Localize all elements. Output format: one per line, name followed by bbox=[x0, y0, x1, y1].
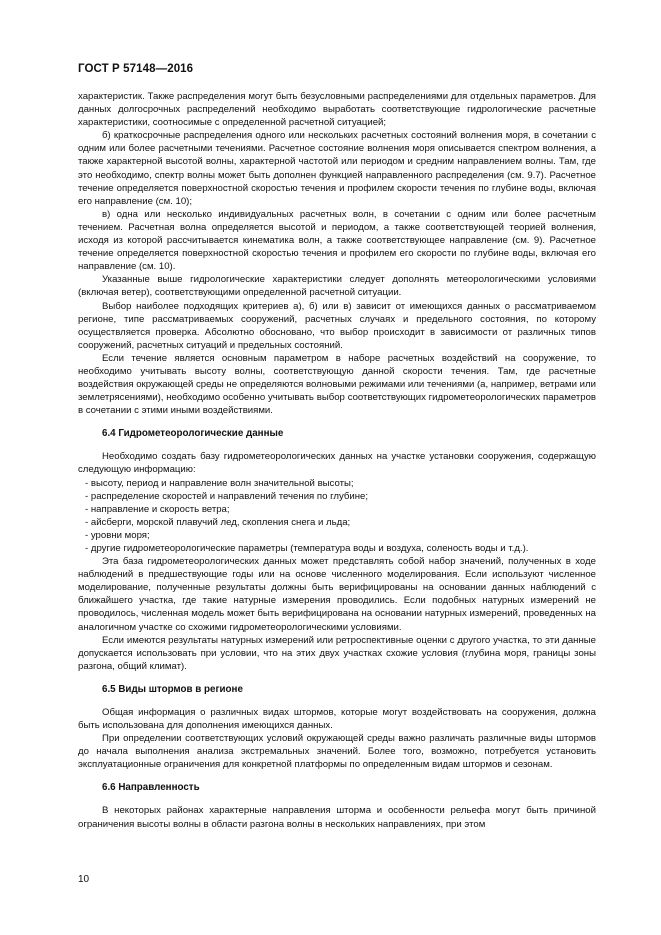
bullet-item: - распределение скоростей и направлений течения по глубине; bbox=[85, 490, 369, 502]
document-header: ГОСТ Р 57148—2016 bbox=[78, 63, 194, 75]
bullet-item: - уровни моря; bbox=[85, 529, 150, 541]
bullet-item: - айсберги, морской плавучий лед, скопления снега и льда; bbox=[85, 516, 351, 528]
section-heading-6-4: 6.4 Гидрометеорологические данные bbox=[102, 428, 284, 440]
paragraph: характеристик. Также распределения могут быть безусловными распределениями для отдельных параметров. Для данных долгосрочных распределений необходимо выработать соответствующие гидрологические расчетные характеристики, соотносимые с определенной расчетной ситуацией; bbox=[78, 91, 596, 129]
section-heading-6-6: 6.6 Направленность bbox=[102, 782, 200, 794]
paragraph: При определении соответствующих условий окружающей среды важно различать различные виды штормов до начала выполнения анализа экстремальных значений. Более того, возможно, потребуется установить эксплуатационные ограничения для конкретной платформы по определенным видам штормов и сезонам. bbox=[78, 733, 596, 771]
paragraph: Если течение является основным параметром в наборе расчетных воздействий на сооружение, то необходимо учитывать высоту волны, соответствующую данной скорости течения. Там, где расчетные воздействия окружающей среды не определяются волновыми режимами или течениями (а, например, ветрами или землетрясениями), необходимо особенно учитывать выбор соответствующих гидрометеорологических параметров в сочетании с этими иными воздействиями. bbox=[78, 352, 596, 417]
paragraph: Если имеются результаты натурных измерений или ретроспективные оценки с другого участка, то эти данные допускается использовать при условии, что на этих двух участках схожие условия (глубина моря, границы зоны разгона, общий климат). bbox=[78, 634, 596, 672]
list-item-b: б) краткосрочные распределения одного или нескольких расчетных состояний волнения моря, в сочетании с одним или более расчетными течениями. Расчетное состояние волнения моря описывается спектром волнения, а также характерной высотой волны, характерной частотой или периодом и средним направлением волны. Там, где это необходимо, спектр волны может быть дополнен функцией направленного распределения (см. 9.7). Расчетное течение определяется поверхностной скоростью течения и профилем скорости течения по глубине воды, включая его направление (см. 10); bbox=[78, 130, 596, 207]
paragraph: В некоторых районах характерные направления шторма и особенности рельефа могут быть причиной ограничения высоты волны в области разгона волны в нескольких направлениях, при этом bbox=[78, 805, 596, 830]
page-body bbox=[78, 90, 596, 831]
bullet-item: - другие гидрометеорологические параметры (температура воды и воздуха, соленость воды и т.д.). bbox=[85, 543, 529, 554]
list-item-v: в) одна или несколько индивидуальных расчетных волн, в сочетании с одним или более расчетным течением. Расчетная волна определяется высотой и периодом, а также соответствующей теорией волнения, исходя из которой рассчитывается кинематика волн, а также соответствующее направление (см. 9). Расчетное течение определяется поверхностной скоростью течения и профилем его скорости по глубине воды, включая его направление (см. 10). bbox=[78, 208, 596, 273]
paragraph: Общая информация о различных видах штормов, которые могут воздействовать на сооружения, должна быть использована для дополнения имеющихся данных. bbox=[78, 706, 596, 732]
paragraph: Выбор наиболее подходящих критериев а), б) или в) зависит от имеющихся данных о рассматриваемом регионе, типе рассматриваемых сооружений, расчетных случаях и предельного состояния, по которому осуществляется проверка. Абсолютно обосновано, что выбор происходит в зависимости от различных типов сооружений, расчетных ситуаций и предельных состояний. bbox=[78, 300, 596, 351]
paragraph: Необходимо создать базу гидрометеорологических данных на участке установки сооружения, содержащую следующую информацию: bbox=[78, 451, 596, 476]
bullet-item: - направление и скорость ветра; bbox=[85, 503, 230, 515]
bullet-item: - высоту, период и направление волн значительной высоты; bbox=[85, 477, 354, 489]
paragraph: Указанные выше гидрологические характеристики следует дополнять метеорологическими условиями (включая ветер), соответствующими определенной расчетной ситуации. bbox=[78, 274, 596, 299]
page-number: 10 bbox=[78, 874, 90, 885]
section-heading-6-5: 6.5 Виды штормов в регионе bbox=[102, 683, 243, 695]
paragraph: Эта база гидрометеорологических данных может представлять собой набор значений, полученных в ходе наблюдений в предшествующие годы или на основе численного моделирования. Если используют численное моделирование, полученные результаты должны быть верифицированы на основании данных наблюдений с ближайшего участка, где такие натурные измерения проводились. Если подобных натурных измерений не проводилось, численная модель может быть верифицирована на основании натурных измерений, проведенных на аналогичном участке со схожими гидрометеорологическими условиями. bbox=[78, 556, 596, 633]
